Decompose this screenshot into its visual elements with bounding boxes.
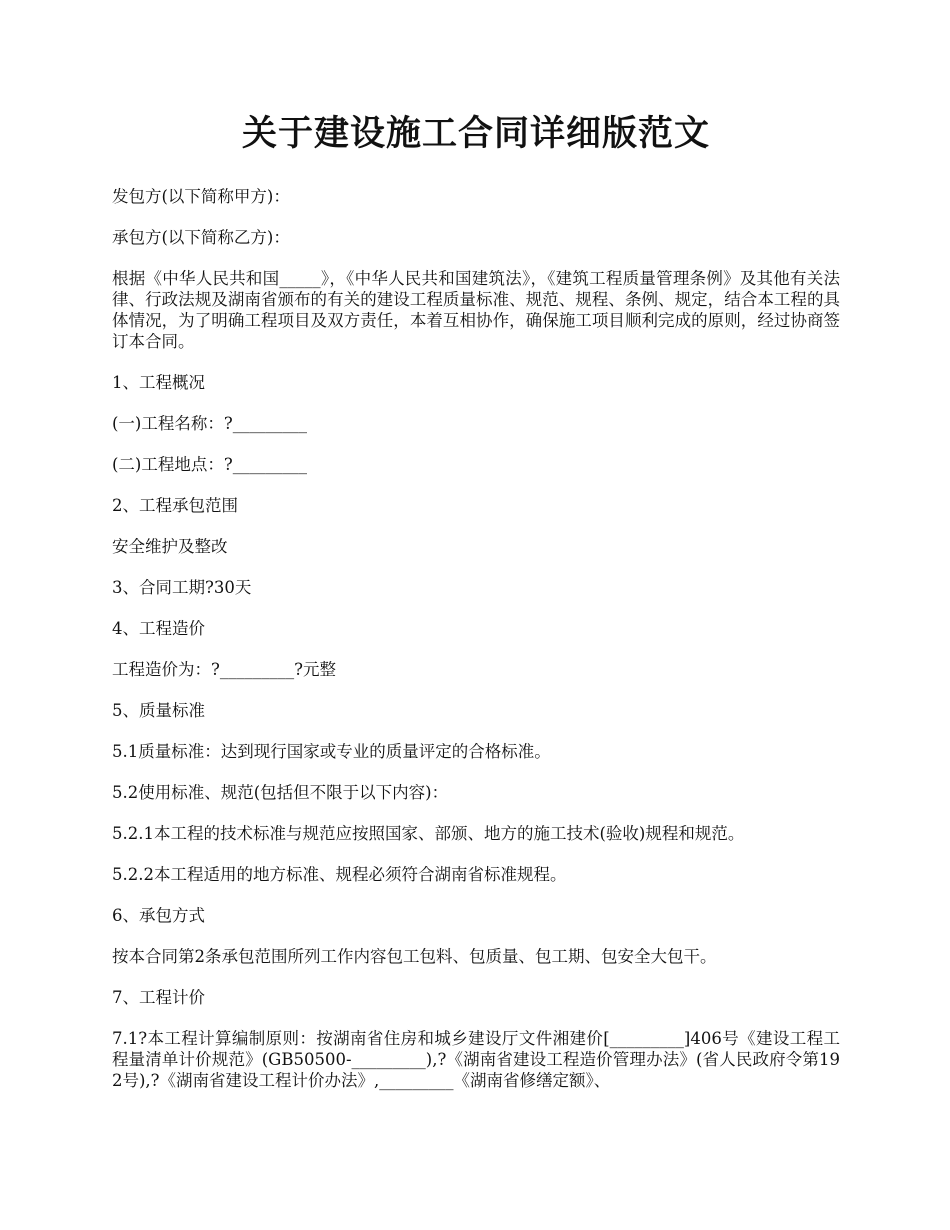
pricing-clause-7-1: 7.1?本工程计算编制原则：按湖南省住房和城乡建设厅文件湘建价[_________]406号《建设工程工程量清单计价规范》(GB50500-_________),?《湖南省建设工程造价管理办法》(省人民政府令第192号),?《湖南省建设工程计价办法》,_________《湖南省修缮定额》、 [112,1029,840,1090]
party-b-line: 承包方(以下简称乙方)： [112,228,290,247]
preamble-paragraph: 根据《中华人民共和国_____》，《中华人民共和国建筑法》，《建筑工程质量管理条例》及其他有关法律、行政法规及湖南省颁布的有关的建设工程质量标准、规范、规程、条例、规定，结合本工程的具体情况，为了明确工程项目及双方责任，本着互相协作，确保施工项目顺利完成的原则，经过协商签订本合同。 [112,269,840,351]
contract-mode-text: 按本合同第2条承包范围所列工作内容包工包料、包质量、包工期、包安全大包干。 [112,947,717,966]
scope-text: 安全维护及整改 [112,537,228,556]
party-a-line: 发包方(以下简称甲方)： [112,187,290,206]
section-heading-scope: 2、工程承包范围 [112,496,238,515]
project-location-line: (二)工程地点：?_________ [112,455,307,474]
section-heading-pricing: 7、工程计价 [112,988,205,1007]
project-name-line: (一)工程名称：?_________ [112,414,307,433]
quality-clause-5-2-1: 5.2.1本工程的技术标准与规范应按照国家、部颁、地方的施工技术(验收)规程和规范。 [112,824,745,843]
document-title: 关于建设施工合同详细版范文 [241,113,710,154]
quality-clause-5-1: 5.1质量标准：达到现行国家或专业的质量评定的合格标准。 [112,742,551,761]
section-heading-quality: 5、质量标准 [112,701,205,720]
section-heading-overview: 1、工程概况 [112,373,205,392]
section-heading-cost: 4、工程造价 [112,619,205,638]
quality-clause-5-2-2: 5.2.2本工程适用的地方标准、规程必须符合湖南省标准规程。 [112,865,567,884]
section-heading-contract-mode: 6、承包方式 [112,906,205,925]
cost-line: 工程造价为：?_________?元整 [112,660,336,679]
section-heading-duration: 3、合同工期?30天 [112,578,252,597]
quality-clause-5-2: 5.2使用标准、规范(包括但不限于以下内容)： [112,783,449,802]
